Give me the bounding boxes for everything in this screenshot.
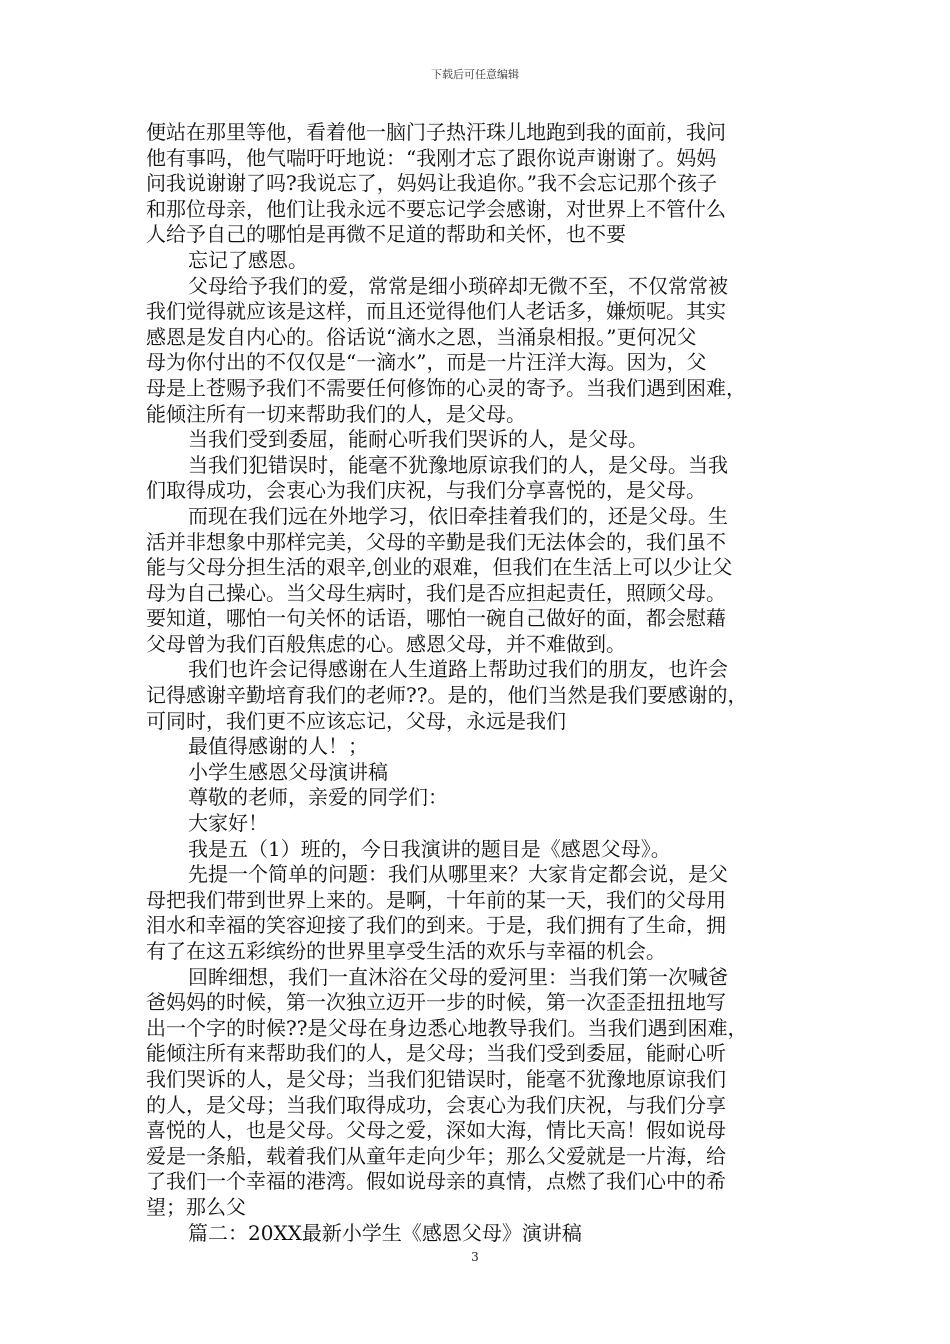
text-line: 母为你付出的不仅仅是“一滴水”，而是一片汪洋大海。因为，父 xyxy=(146,350,707,375)
text-line: 和那位母亲，他们让我永远不要忘记学会感谢，对世界上不管什么 xyxy=(146,196,726,221)
text-line: 母把我们带到世界上来的。是啊，十年前的某一天，我们的父母用 xyxy=(146,887,726,912)
text-line: 能与父母分担生活的艰辛,创业的艰难，但我们在生活上可以少让父 xyxy=(146,555,733,580)
text-line: 父母曾为我们百般焦虑的心。感恩父母，并不难做到。 xyxy=(146,631,626,656)
text-line: 感恩是发自内心的。俗话说“滴水之恩，当涌泉相报。”更何况父 xyxy=(146,324,697,349)
text-line: 我们也许会记得感谢在人生道路上帮助过我们的朋友，也许会 xyxy=(188,657,728,682)
text-line: 活并非想象中那样完美，父母的辛勤是我们无法体会的，我们虽不 xyxy=(146,529,726,554)
page-number: 3 xyxy=(471,1250,479,1264)
text-line: 出一个字的时候??是父母在身边悉心地教导我们。当我们遇到困难， xyxy=(146,1015,748,1040)
text-line: 我们哭诉的人，是父母；当我们犯错误时，能毫不犹豫地原谅我们 xyxy=(146,1066,726,1091)
text-line: 小学生感恩父母演讲稿 xyxy=(188,759,388,784)
text-line: 先提一个简单的问题：我们从哪里来？大家肯定都会说，是父 xyxy=(188,862,728,887)
text-line: 喜悦的人，也是父母。父母之爱，深如大海，情比天高！假如说母 xyxy=(146,1118,726,1143)
text-line: 篇二：20XX最新小学生《感恩父母》演讲稿 xyxy=(188,1220,582,1245)
text-line: 要知道，哪怕一句关怀的话语，哪怕一碗自己做好的面，都会慰藉 xyxy=(146,606,726,631)
text-line: 可同时，我们更不应该忘记，父母，永远是我们 xyxy=(146,708,566,733)
text-line: 当我们犯错误时，能毫不犹豫地原谅我们的人，是父母。当我 xyxy=(188,452,728,477)
text-line: 能倾注所有来帮助我们的人，是父母；当我们受到委屈，能耐心听 xyxy=(146,1041,726,1066)
text-line: 泪水和幸福的笑容迎接了我们的到来。于是，我们拥有了生命，拥 xyxy=(146,913,726,938)
text-line: 们取得成功，会衷心为我们庆祝，与我们分享喜悦的，是父母。 xyxy=(146,478,706,503)
text-line: 爸妈妈的时候，第一次独立迈开一步的时候，第一次歪歪扭扭地写 xyxy=(146,990,726,1015)
text-line: 最值得感谢的人！； xyxy=(188,734,368,759)
text-line: 爱是一条船，载着我们从童年走向少年；那么父爱就是一片海，给 xyxy=(146,1143,726,1168)
text-line: 我是五（1）班的，今日我演讲的题目是《感恩父母》。 xyxy=(188,836,671,861)
text-line: 望；那么父 xyxy=(146,1194,246,1219)
text-line: 尊敬的老师，亲爱的同学们： xyxy=(188,785,448,810)
page-header: 下载后可任意编辑 xyxy=(431,68,519,81)
text-line: 当我们受到委屈，能耐心听我们哭诉的人，是父母。 xyxy=(188,427,648,452)
text-line: 记得感谢辛勤培育我们的老师??。是的，他们当然是我们要感谢的， xyxy=(146,683,748,708)
text-line: 忘记了感恩。 xyxy=(188,247,308,272)
text-line: 问我说谢谢了吗?我说忘了，妈妈让我追你。”我不会忘记那个孩子 xyxy=(146,171,717,196)
text-line: 人给予自己的哪怕是再微不足道的帮助和关怀，也不要 xyxy=(146,222,626,247)
text-line: 我们觉得就应该是这样，而且还觉得他们人老话多，嫌烦呢。其实 xyxy=(146,299,726,324)
text-line: 他有事吗，他气喘吁吁地说：“我刚才忘了跟你说声谢谢了。妈妈 xyxy=(146,145,717,170)
text-line: 回眸细想，我们一直沐浴在父母的爱河里：当我们第一次喊爸 xyxy=(188,964,728,989)
text-line: 而现在我们远在外地学习，依旧牵挂着我们的，还是父母。生 xyxy=(188,503,728,528)
text-line: 的人，是父母；当我们取得成功，会衷心为我们庆祝，与我们分享 xyxy=(146,1092,726,1117)
text-line: 母是上苍赐予我们不需要任何修饰的心灵的寄予。当我们遇到困难， xyxy=(146,375,746,400)
text-line: 有了在这五彩缤纷的世界里享受生活的欢乐与幸福的机会。 xyxy=(146,939,666,963)
text-line: 大家好！ xyxy=(188,811,268,836)
text-line: 能倾注所有一切来帮助我们的人，是父母。 xyxy=(146,401,526,426)
document-body xyxy=(146,120,806,1246)
text-line: 便站在那里等他，看着他一脑门子热汗珠儿地跑到我的面前，我问 xyxy=(146,120,726,144)
text-line: 了我们一个幸福的港湾。假如说母亲的真情，点燃了我们心中的希 xyxy=(146,1169,726,1194)
text-line: 母为自己操心。当父母生病时，我们是否应担起责任，照顾父母。 xyxy=(146,580,726,605)
text-line: 父母给予我们的爱，常常是细小琐碎却无微不至，不仅常常被 xyxy=(188,273,728,298)
